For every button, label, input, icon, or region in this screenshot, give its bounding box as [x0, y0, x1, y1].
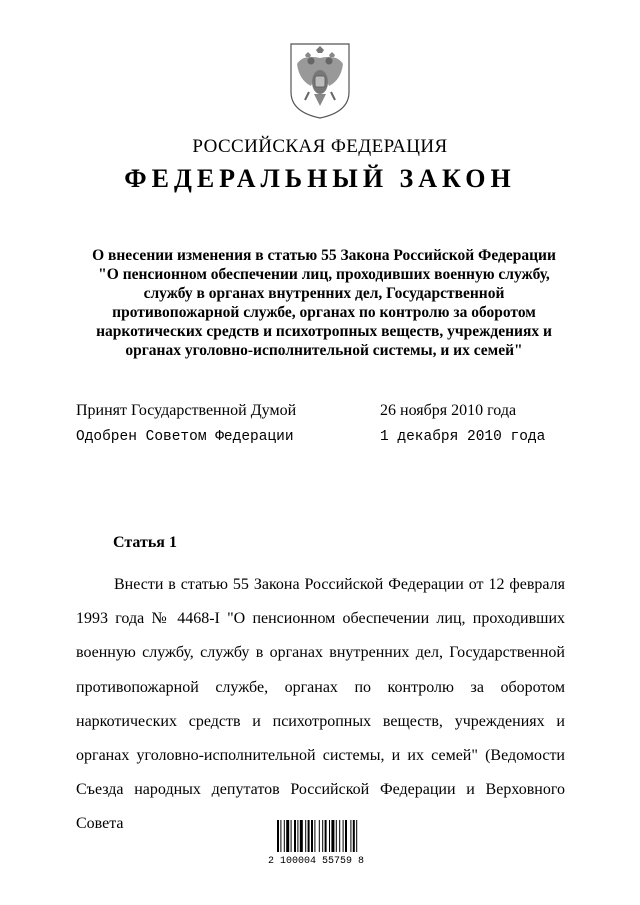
- barcode-icon: [265, 820, 375, 880]
- article-heading: Статья 1: [113, 534, 177, 551]
- law-title: О внесении изменения в статью 55 Закона Российской Федерации "О пенсионном обеспечении лиц, проходивших военную службу, службу в органах внутренних дел, Государственной противопожарной службе, органах по контролю за оборотом наркотических средств и психотропных веществ, учреждениях и органах уголовно-исполнительной системы, и их семей": [92, 247, 556, 359]
- adoption-date: 26 ноября 2010 года: [380, 402, 517, 419]
- adoption-label: Одобрен Советом Федерации: [76, 429, 294, 445]
- country-heading: РОССИЙСКАЯ ФЕДЕРАЦИЯ: [192, 136, 448, 157]
- coat-of-arms-icon: [289, 42, 351, 120]
- document-type-heading: ФЕДЕРАЛЬНЫЙ ЗАКОН: [124, 164, 516, 193]
- barcode-number: 2 100004 55759 8: [268, 856, 365, 867]
- article-body: Внести в статью 55 Закона Российской Федерации от 12 февраля 1993 года № 4468-I "О пенсионном обеспечении лиц, проходивших военную службу, службу в органах внутренних дел, Государственной противопожарной службе, органах по контролю за оборотом наркотических средств и психотропных веществ, учреждениях и органах уголовно-исполнительной системы, и их семей" (Ведомости Съезда народных депутатов Российской Федерации и Верховного Совета: [76, 576, 565, 833]
- adoption-date: 1 декабря 2010 года: [380, 429, 546, 445]
- adoption-label: Принят Государственной Думой: [76, 402, 297, 419]
